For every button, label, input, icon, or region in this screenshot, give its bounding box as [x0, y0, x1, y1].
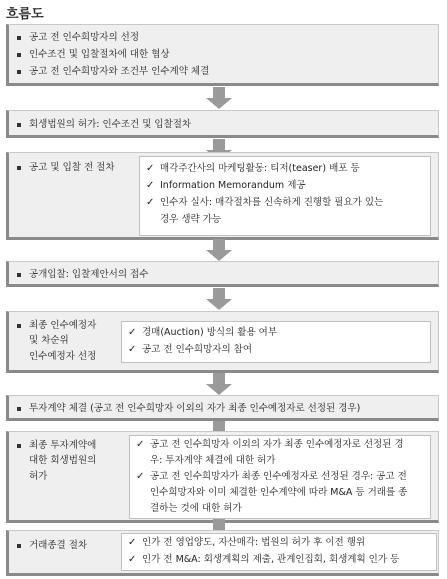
step-box-7: 최종 투자계약에 대한 회생법원의 허가 ✓ 공고 전 인수희망자 이외의 자가 최종 인수예정자로 선정된 경 우: 투자계약 체결에 대한 허가 ✓ 공고 전 인수희망자가 최종 인수예정자로 선정된 경우: 공고 전 인수희망자와 이미 체결한 인수계약에 따라 M&A 등 거래를 종 결하는 것에 대한 허가 [6, 431, 439, 523]
checkmark-icon: ✓ [128, 344, 137, 355]
detail-panel: ✓ 공고 전 인수희망자 이외의 자가 최종 인수예정자로 선정된 경 우: 투자계약 체결에 대한 허가 ✓ 공고 전 인수희망자가 최종 인수예정자로 선정된 경우: 공고 전 인수희망자와 이미 체결한 인수계약에 따라 M&A 등 거래를 종 결하는 것에 대한 허가 [129, 435, 431, 519]
checkmark-icon: ✓ [136, 439, 145, 450]
step-box-5: 최종 인수예정자 및 차순위 인수예정자 선정 ✓ 경매(Auction) 방식의 활용 여부 ✓ 공고 전 인수희망자의 참여 [6, 311, 439, 373]
down-arrow-icon [206, 87, 232, 109]
detail-panel: ✓ 경매(Auction) 방식의 활용 여부 ✓ 공고 전 인수희망자의 참여 [121, 321, 431, 363]
page-title: 흐름도 [6, 7, 44, 22]
square-bullet-icon [17, 324, 21, 328]
square-bullet-icon [17, 36, 21, 40]
checkmark-icon: ✓ [136, 471, 145, 482]
square-bullet-icon [17, 70, 21, 74]
checkmark-icon: ✓ [146, 163, 155, 174]
checkmark-icon: ✓ [128, 327, 137, 338]
checkmark-icon: ✓ [146, 180, 155, 191]
square-bullet-icon [17, 407, 21, 411]
bullet-continuation: 인수예정자 선정 [29, 351, 97, 362]
square-bullet-icon [17, 444, 21, 448]
square-bullet-icon [17, 544, 21, 548]
step-box-1: 공고 전 인수희망자의 선정 인수조건 및 입찰절차에 대한 협상 공고 전 인수희망자와 조건부 인수계약 체결 [6, 24, 439, 86]
bullet-continuation: 및 차순위 [29, 335, 69, 346]
down-arrow-icon [206, 373, 232, 395]
step-box-8: 거래종결 절차 ✓ 인가 전 영업양도, 자산매각: 법원의 허가 후 이전 행위 ✓ 인가 전 M&A: 회생계획의 제출, 관계인집회, 회생계획 인가 등 [6, 530, 439, 576]
step-box-3: 공고 및 입찰 전 절차 ✓ 매각주간사의 마케팅활동: 티저(teaser) 배포 등 ✓ Information Memorandum 제공 ✓ 인수자 실사: 매각절차를 신속하게 진행할 필요가 있는 경우 생략 가능 [6, 152, 439, 240]
step-box-2: 회생법원의 허가: 인수조건 및 입찰절차 [6, 110, 439, 138]
square-bullet-icon [17, 123, 21, 127]
down-arrow-icon [206, 288, 232, 310]
step-box-6: 투자계약 체결 (공고 전 인수희망자 이외의 자가 최종 인수예정자로 선정된 경우) [6, 395, 439, 421]
step-box-4: 공개입찰: 입찰제안서의 접수 [6, 261, 439, 287]
down-arrow-icon [206, 239, 232, 261]
square-bullet-icon [17, 53, 21, 57]
checkmark-icon: ✓ [128, 537, 137, 548]
square-bullet-icon [17, 273, 21, 277]
detail-panel: ✓ 인가 전 영업양도, 자산매각: 법원의 허가 후 이전 행위 ✓ 인가 전 M&A: 회생계획의 제출, 관계인집회, 회생계획 인가 등 [121, 533, 437, 571]
checkmark-icon: ✓ [146, 197, 155, 208]
bullet-continuation: 허가 [29, 471, 48, 482]
detail-panel: ✓ 매각주간사의 마케팅활동: 티저(teaser) 배포 등 ✓ Information Memorandum 제공 ✓ 인수자 실사: 매각절차를 신속하게 진행할 필요가 있는 경우 생략 가능 [139, 156, 431, 236]
bullet-continuation: 대한 회생법원의 [29, 455, 97, 466]
checkmark-icon: ✓ [128, 554, 137, 565]
square-bullet-icon [17, 166, 21, 170]
